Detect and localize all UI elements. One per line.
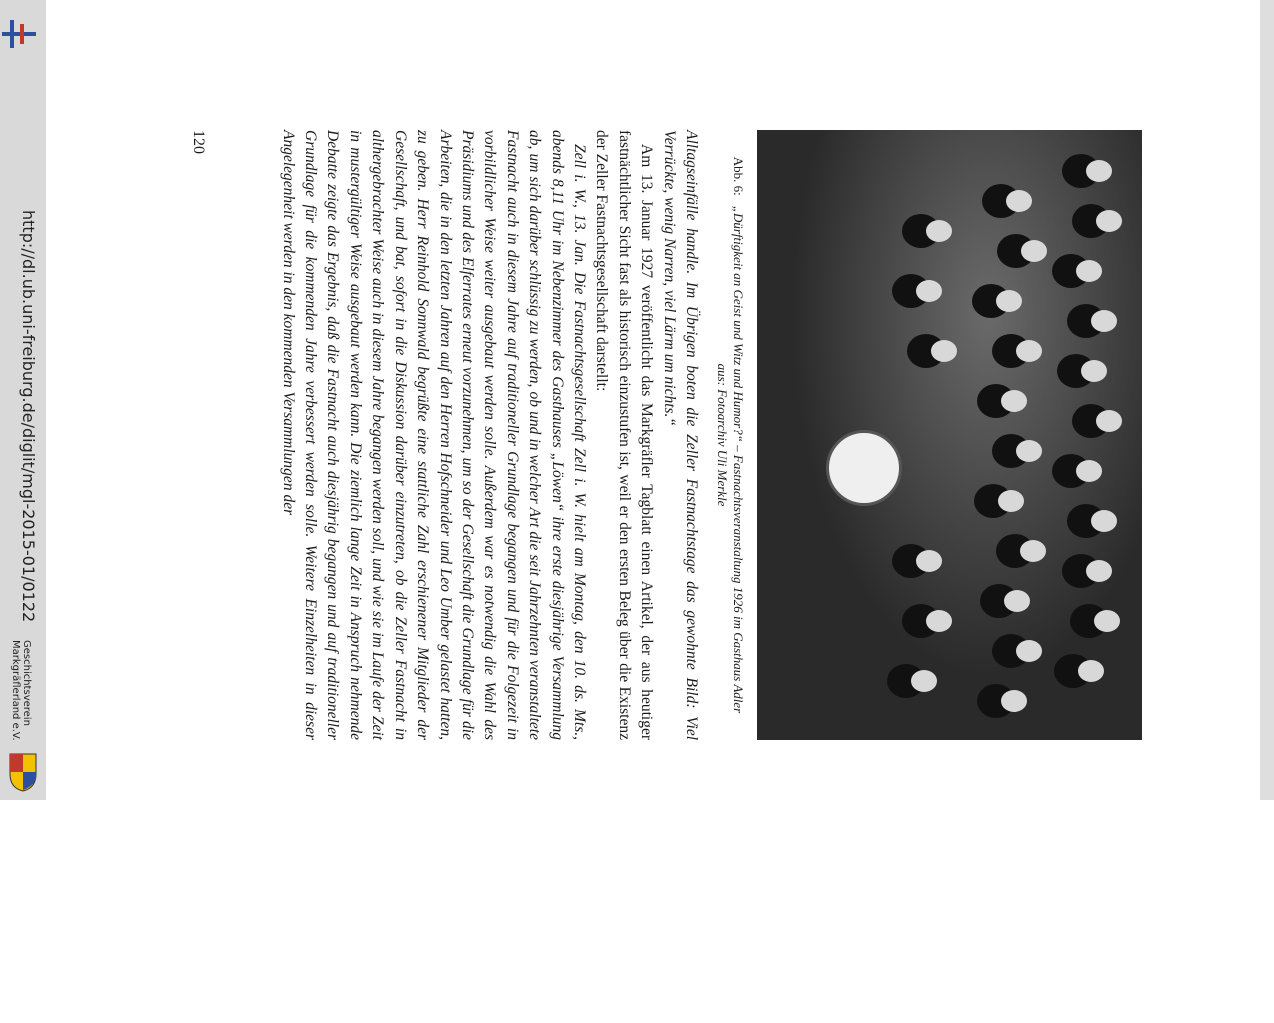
caption-label: Abb. 6: <box>731 156 746 196</box>
document-url[interactable]: http://dl.ub.uni-freiburg.de/diglit/mgl-2015-01/0122 <box>19 210 38 623</box>
paragraph-1: Alltagseinfälle handle. Im Übrigen boten die Zeller Fastnachtstage das gewohnte Bild: Viel Verrückte, wenig Narren, viel Lärm um nichts.“ <box>660 130 700 740</box>
page-number: 120 <box>190 130 207 154</box>
paragraph-2: Am 13. Januar 1927 veröffentlicht das Markgräfler Tagblatt einen Artikel, der aus heutiger fastnächtlicher Sicht fast als historisch einzustufen ist, weil er den ersten Beleg über die Existenz der Zeller Fastnachtsgesellschaft darstellt: <box>593 130 656 740</box>
paragraph-3: Zell i. W., 13. Jan. Die Fastnachtsgesellschaft Zell i. W. hielt am Montag, den 10. ds. Mts., abends 8,11 Uhr im Nebenzimmer des Gasthauses „Löwen“ ihre erste diesjährige Versammlung ab, um sich darüber schlüssig zu werden, ob und in welcher Art die seit Jahrzehnten veranstaltete Fastnacht auch in diesem Jahre auf traditioneller Grundlage begangen und für die Folgezeit in vorbildlicher Weise weiter ausgebaut werden solle. Außerdem war es notwendig die Wahl des Präsidiums und des Elferrates erneut vorzunehmen, um so der Gesellschaft die Grundlage für die Arbeiten, die in den letzten Jahren auf den Herren Hofschneider und Leo Umber gelastet hatten, zu geben. Herr Reinhold Sonnwald begrüßte eine stattliche Zahl erschienener Mitglieder der Gesellschaft, und bat, sofort in die Diskussion darüber einzutreten, ob die Zeller Fastnacht in althergebrachter Weise auch in diesem Jahre begangen werden soll, und wie sie im Laufe der Zeit in mustergültiger Weise ausgebaut werden kann. Die ziemlich lange Zeit in Anspruch nehmende Debatte zeigte das Ergebnis, daß die Fastnacht auch diesjährig begangen und auf traditioneller Grundlage für die kommenden Jahre verbessert werden solle. Weitere Einzelheiten in dieser Angelegenheit werden in den kommenden Versammlungen der <box>279 130 588 740</box>
historic-photo <box>757 130 1142 740</box>
rotated-page <box>152 130 752 740</box>
figure-caption <box>714 130 746 740</box>
library-logo-icon <box>0 20 38 48</box>
viewer-left-margin <box>0 0 46 800</box>
body-text <box>276 130 702 740</box>
caption-line-2: aus: Fotoarchiv Uli Merkle <box>715 363 730 507</box>
society-label: Geschichtsverein Markgräflerland e.V. <box>10 640 32 741</box>
coat-of-arms-icon <box>8 752 38 792</box>
drum-shape <box>826 430 902 506</box>
viewer-right-margin <box>1260 0 1274 800</box>
caption-line-1: „Dürftigkeit an Geist und Witz und Humor?“ – Fastnachtsveranstaltung 1926 im Gasthaus Adler <box>731 205 746 714</box>
